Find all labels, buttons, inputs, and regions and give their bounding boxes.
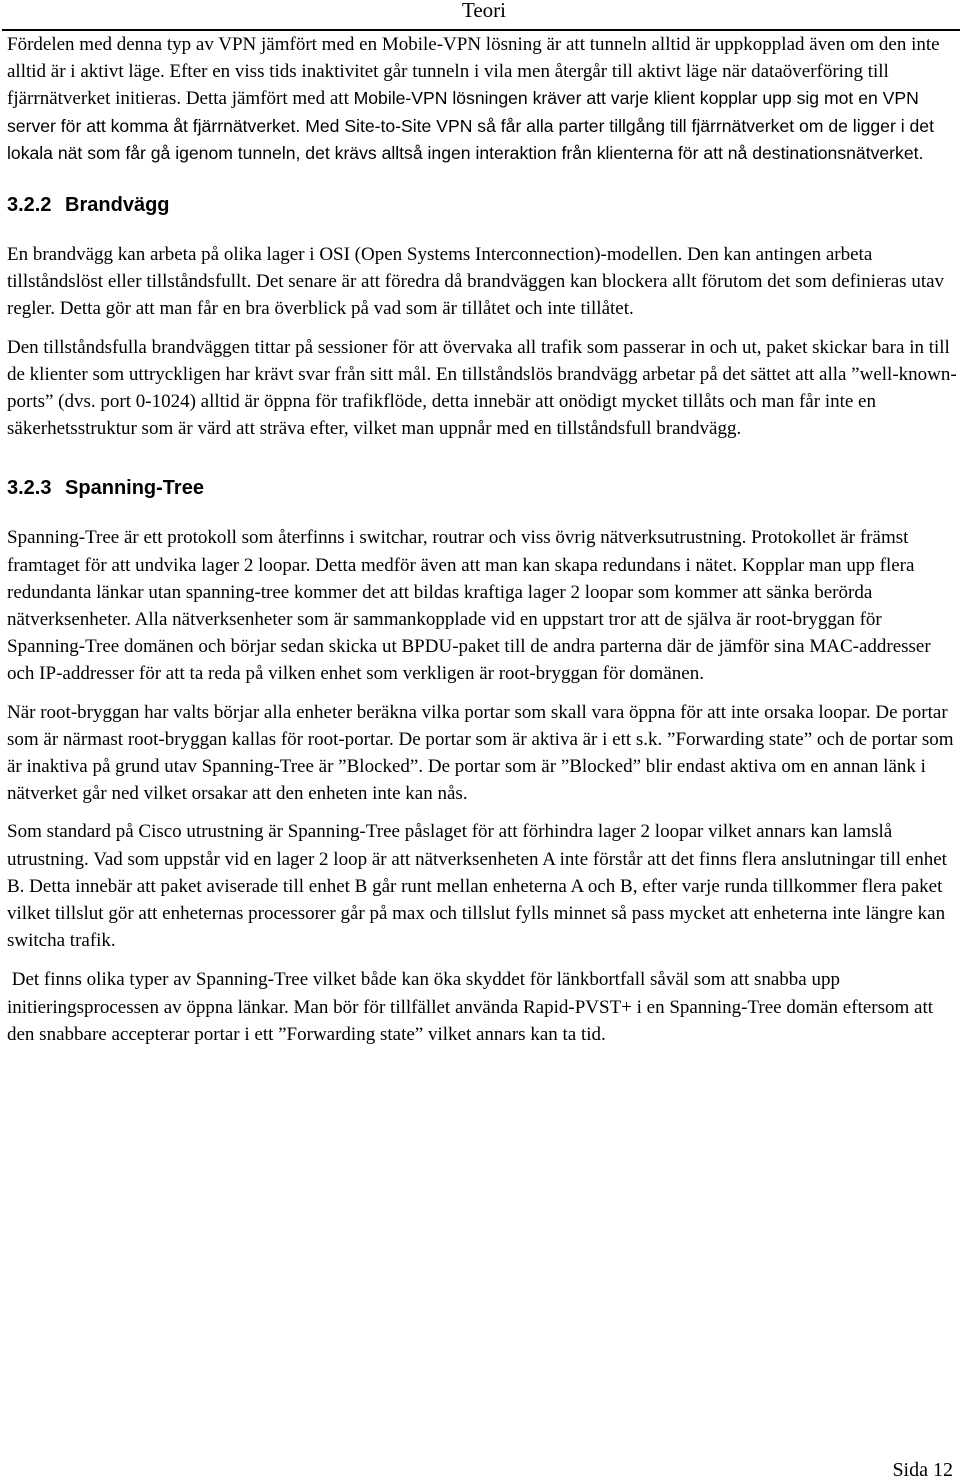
spanning-tree-heading-title: Spanning-Tree — [65, 477, 204, 500]
vpn-paragraph — [7, 31, 957, 167]
brandvagg-heading-title: Brandvägg — [65, 194, 170, 217]
brandvagg-paragraph-2: Den tillståndsfulla brandväggen tittar på sessioner för att övervaka all trafik som passerar in och ut, paket skickar bara in till de klienter som uttryckligen har krävt svar från sitt mål. En tillståndslös brandvägg arbetar på det sättet att alla ”well-known-ports” (dvs. port 0-1024) alltid är öppna för trafikflöde, detta innebär att onödigt mycket tillåts och man får inte en säkerhetsstruktur som är värd att sträva efter, vilket man uppnår med en tillståndsfull brandvägg. — [7, 336, 957, 440]
vpn-paragraph-serif-text: Fördelen med denna typ av VPN jämfört med en Mobile-VPN lösning är att tunneln alltid är uppkopplad även om den inte alltid är i aktivt läge. Efter en viss tids inaktivitet går tunneln i vila men återgår till aktivt läge när dataöverföring till fjärrnätverket initieras. Detta jämfört med att — [7, 34, 940, 110]
running-header — [0, 0, 960, 32]
document-body — [7, 31, 957, 1048]
spanning-tree-paragraph-3: Som standard på Cisco utrustning är Spanning-Tree påslaget för att förhindra lager 2 loopar vilket annars kan lamslå utrustning. Vad som uppstår vid en lager 2 loop är att nätverksenheten A inte förstår att det finns flera anslutningar till enhet B. Detta innebär att paket aviserade till enhet B går runt mellan enheterna A och B, efter varje runda tillkommer flera paket vilket tillslut gör att enheternas processorer går på max och tillslut fylls minnet så pass mycket att enheterna inte längre kan switcha trafik. — [7, 821, 947, 952]
spanning-tree-paragraph-4: Det finns olika typer av Spanning-Tree vilket både kan öka skyddet för länkbortfall såväl som att snabba upp initieringsprocessen av öppna länkar. Man bör för tillfället använda Rapid-PVST+ i en Spanning-Tree domän eftersom att den snabbare accepterar portar i ett ”Forwarding state” vilket annars kan ta tid. — [7, 969, 938, 1045]
brandvagg-paragraph-1: En brandvägg kan arbeta på olika lager i OSI (Open Systems Interconnection)-modellen. Den kan antingen arbeta tillståndslöst eller tillståndsfullt. Det senare är att föredra då brandväggen kan blockera allt förutom det som definieras utav regler. Detta gör att man får en bra överblick på vad som är tillåtet och inte tillåtet. — [7, 244, 945, 320]
page-number: Sida 12 — [892, 1459, 953, 1481]
spanning-tree-heading — [7, 475, 957, 501]
spanning-tree-paragraph-2: När root-bryggan har valts börjar alla enheter beräkna vilka portar som skall vara öppna för att inte orsaka loopar. De portar som är närmast root-bryggan kallas för root-portar. De portar som är aktiva är i ett s.k. ”Forwarding state” och de portar som är inaktiva på grund utav Spanning-Tree är ”Blocked”. De portar som är ”Blocked” blir endast aktiva om en annan länk i nätverket går ned vilket orsakar att den enheten inte kan nås. — [7, 701, 954, 805]
vpn-paragraph-sans-text: Mobile-VPN lösningen kräver att varje klient kopplar upp sig mot en VPN server för att komma åt fjärrnätverket. Med Site-to-Site VPN så får alla parter tillgång till fjärrnätverket om de ligger i det lokala nät som får gå igenom tunneln, det krävs alltså ingen interaktion från klienterna för att nå destinationsnätverket. — [7, 88, 934, 163]
brandvagg-heading-number: 3.2.2 — [7, 194, 52, 217]
header-section-label: Teori — [461, 0, 506, 22]
spanning-tree-paragraph-1: Spanning-Tree är ett protokoll som återfinns i switchar, routrar och viss övrig nätverksutrustning. Protokollet är främst framtaget för att undvika lager 2 loopar. Detta medför även att man kan skapa redundans i nätet. Kopplar man upp flera redundanta länkar utan spanning-tree kommer det att bildas kraftiga lager 2 loopar som kommer att sänka berörda nätverksenheter. Alla nätverksenheter som är sammankopplade vid en uppstart tror att de själva är root-bryggan för Spanning-Tree domänen och börjar sedan skicka ut BPDU-paket till de andra parterna där de jämför sina MAC-addresser och IP-addresser för att ta reda på vilken enhet som verkligen är root-bryggan för domänen. — [7, 527, 931, 685]
spanning-tree-heading-number: 3.2.3 — [7, 477, 52, 500]
brandvagg-heading — [7, 192, 957, 218]
